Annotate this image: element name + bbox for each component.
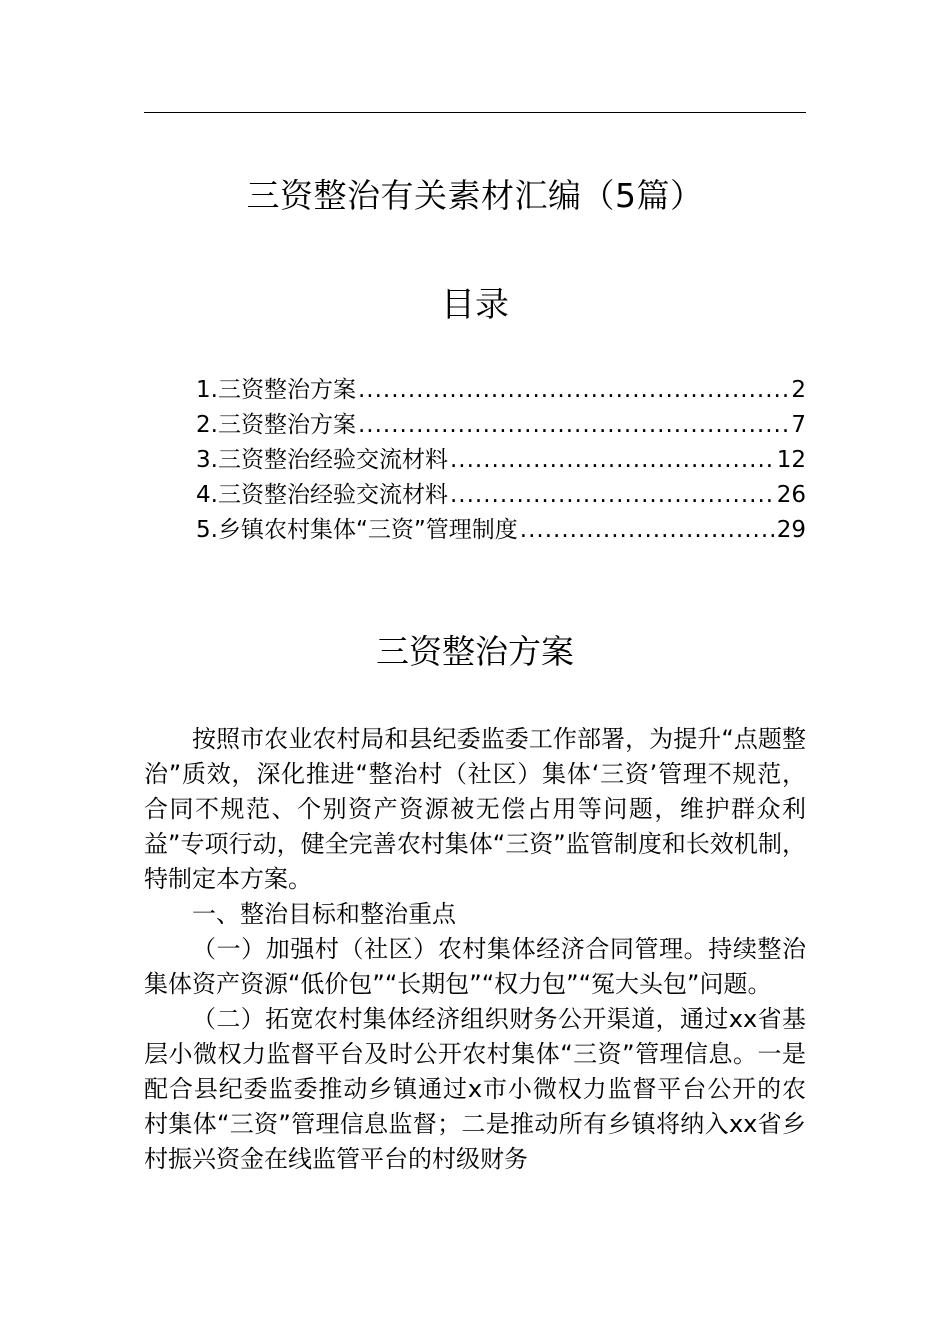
- toc-item-number: 5.: [196, 517, 218, 543]
- header-rule: [144, 112, 806, 113]
- toc-item-2[interactable]: [196, 408, 806, 443]
- toc-heading: 目录: [441, 285, 509, 325]
- toc-leader-dots: [358, 408, 789, 443]
- toc-item-page: 26: [776, 482, 806, 508]
- toc-item-title: 三资整治方案: [217, 412, 356, 438]
- paragraph-intro: 按照市农业农村局和县纪委监委工作部署，为提升“点题整治”质效，深化推进“整治村（社区）集体‘三资’管理不规范，合同不规范、个别资产资源被无偿占用等问题，维护群众利益”专项行动，健全完善农村集体“三资”监管制度和长效机制，特制定本方案。: [144, 725, 806, 893]
- body-text: [144, 722, 806, 1177]
- toc-item-4[interactable]: [196, 478, 806, 513]
- toc-item-page: 29: [776, 517, 806, 543]
- paragraph-item-2: （二）拓宽农村集体经济组织财务公开渠道，通过xx省基层小微权力监督平台及时公开农村集体“三资”管理信息。一是配合县纪委监委推动乡镇通过x市小微权力监督平台公开的农村集体“三资”管理信息监督；二是推动所有乡镇将纳入xx省乡村振兴资金在线监管平台的村级财务: [144, 1005, 806, 1173]
- toc-item-title: 三资整治方案: [217, 377, 356, 403]
- toc-item-number: 4.: [196, 482, 218, 508]
- toc-leader-dots: [520, 513, 775, 548]
- toc-leader-dots: [450, 443, 775, 478]
- section-title: 三资整治方案: [376, 632, 574, 671]
- toc-item-number: 2.: [196, 412, 218, 438]
- toc-item-5[interactable]: [196, 513, 806, 548]
- toc-item-page: 12: [776, 447, 806, 473]
- paragraph-heading-1: 一、整治目标和整治重点: [192, 900, 456, 928]
- toc-item-number: 1.: [196, 377, 218, 403]
- table-of-contents: [196, 373, 806, 548]
- toc-item-page: 7: [791, 412, 806, 438]
- toc-item-title: 三资整治经验交流材料: [217, 482, 448, 508]
- toc-item-1[interactable]: [196, 373, 806, 408]
- toc-leader-dots: [450, 478, 775, 513]
- toc-item-number: 3.: [196, 447, 218, 473]
- paragraph-item-1: （一）加强村（社区）农村集体经济合同管理。持续整治集体资产资源“低价包”“长期包”“权力包”“冤大头包”问题。: [144, 935, 806, 998]
- document-title: 三资整治有关素材汇编（5篇）: [246, 176, 704, 215]
- toc-item-3[interactable]: [196, 443, 806, 478]
- toc-item-title: 三资整治经验交流材料: [217, 447, 448, 473]
- toc-item-page: 2: [791, 377, 806, 403]
- toc-leader-dots: [358, 373, 789, 408]
- toc-item-title: 乡镇农村集体“三资”管理制度: [217, 517, 518, 543]
